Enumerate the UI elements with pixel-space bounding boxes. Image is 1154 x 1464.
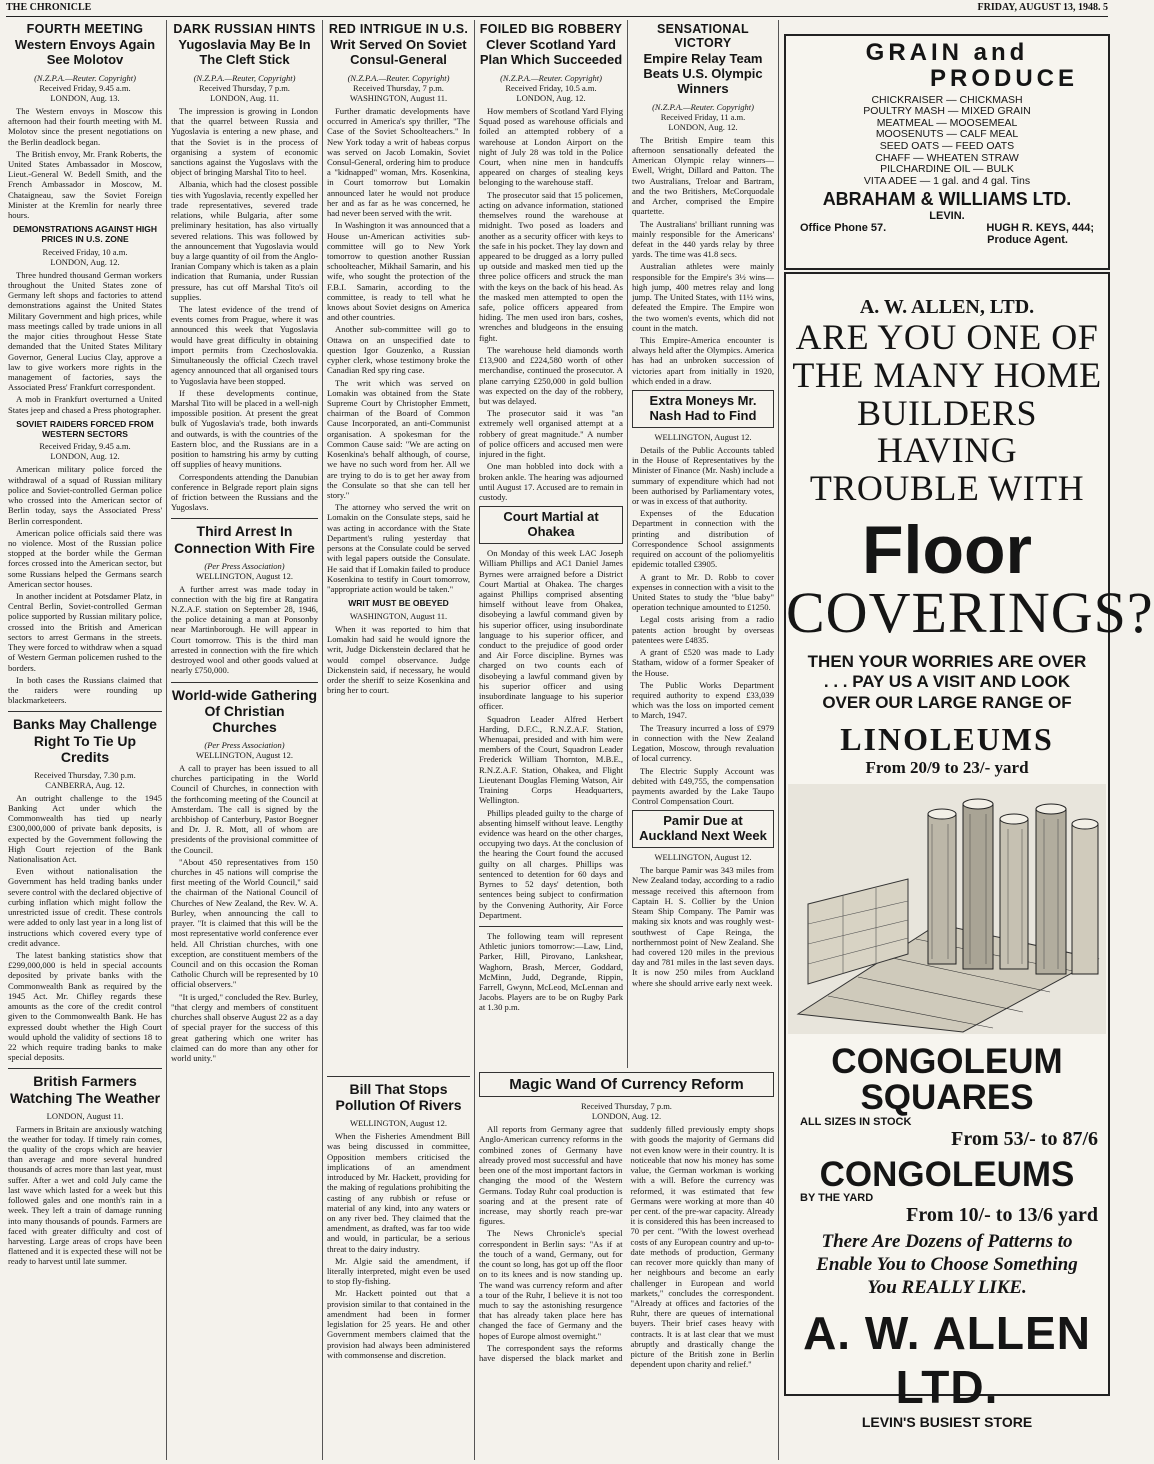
paragraph: "About 450 representatives from 150 churches in 45 nations will comprise the first meeting of the World Council," said the chairman of the National Council of Churches of New Zealand, the Rev. W. A. Burley, when announcing the call to prayer. "It is claimed that this will be the most representative world conference ever held. All Christian churches, with one exception, are constituent members of the Council and on this occasion the Roman Catholic Church will be represented by 10 official observers." xyxy=(171,856,318,990)
dateline: WELLINGTON, August 12. xyxy=(349,1118,448,1129)
kicker-red-intrigue: RED INTRIGUE IN U.S. xyxy=(328,22,469,36)
credit: (Per Press Association) xyxy=(204,560,285,571)
received: Received Friday, 9.45 a.m. xyxy=(39,82,131,93)
divider xyxy=(171,682,318,683)
headline-currency-reform: Magic Wand Of Currency Reform xyxy=(509,1076,744,1093)
linoleum-rolls-illustration xyxy=(788,784,1106,1034)
column-4 xyxy=(479,20,623,1070)
allen-company-name: A. W. ALLEN, LTD. xyxy=(859,296,1035,318)
credit: (N.Z.P.A.—Reuter. Copyright) xyxy=(34,72,136,83)
dateline: WELLINGTON, August 12. xyxy=(654,852,752,863)
article-body xyxy=(8,1124,162,1267)
paragraph: One man hobbled into dock with a broken ankle. The hearing was adjourned until August 17. Accused are to remain in custody. xyxy=(479,461,623,502)
column-rule xyxy=(474,20,475,1460)
paragraph: The prosecutor said it was "an extremely well organised attempt at a robbery of great magnitude." A number of police officers and accused men were injured in the fight. xyxy=(479,408,623,460)
headline-churches: World-wide Gathering Of Christian Churches xyxy=(171,686,318,735)
squares-word: SQUARES xyxy=(860,1077,1034,1117)
product-line: MEATMEAL — MOOSEMEAL xyxy=(876,116,1018,129)
headline-writ-served: Writ Served On Soviet Consul-General xyxy=(330,37,467,67)
paragraph: Details of the Public Accounts tabled in the House of Representatives by the Minister of Finance (Mr. Nash) include a summary of expenditure which had not been authorised by Parliamentary votes, or was in excess of that authority. xyxy=(632,444,774,507)
masthead-date: FRIDAY, AUGUST 13, 1948. 5 xyxy=(977,2,1108,13)
headline-western-envoys: Western Envoys Again See Molotov xyxy=(14,37,156,67)
dateline: WASHINGTON, August 11. xyxy=(349,610,448,621)
agent-title: Produce Agent. xyxy=(987,234,1068,247)
paragraph: The attorney who served the writ on Lomakin on the Consulate steps, said he was acting in accordance with the State Department's ruling yesterday that persons at the Consulate could be served with legal papers outside the Consulate. He said that if Lomakin failed to produce Kosenkina to testify in Court tomorrow, "appropriate action would be taken." xyxy=(327,502,470,594)
divider xyxy=(8,711,162,712)
article-body xyxy=(479,548,623,920)
congoleum-word: CONGOLEUM xyxy=(831,1042,1063,1082)
divider xyxy=(479,926,623,927)
paragraph: All reports from Germany agree that Anglo-American currency reforms in the combined zones of Germany have already proved most successful and have been one of the most important factors in changing the mood of the Western Germans. Today Ruhr coal production is soaring and at the present rate of increase, may shortly reach pre-war figures. xyxy=(479,1124,623,1227)
article-body xyxy=(8,793,162,1063)
grain-town: LEVIN. xyxy=(929,210,965,223)
headline-british-farmers: British Farmers Watching The Weather xyxy=(9,1073,161,1106)
paragraph: When the Fisheries Amendment Bill was being discussed in committee, Opposition members criticised the implications of an amendment introduced by Mr. Hackett, providing for the making of regulations prohibiting the casting of any rubbish or refuse or material of any kind, into any waters or on any river bed. They claimed that the amendment, as drafted, was far too wide and would, in particular, be a serious threat to the dairy industry. xyxy=(327,1131,470,1254)
paragraph: The latest banking statistics show that £299,000,000 is held in special accounts deposited by private banks with the Commonwealth Bank as required by the 1945 Act. Mr. Chifley regards these amounts as the core of the credit control given to the Commonwealth Bank. He has expressed doubt whether the High Court would uphold the validity of sections 18 to 22 which require trading banks to make special deposits. xyxy=(8,950,162,1063)
paragraph: In both cases the Russians claimed that the raiders were rounding up blackmarketeers. xyxy=(8,674,162,706)
paragraph: Phillips pleaded guilty to the charge of absenting himself without leave. Lengthy evidence was heard on the other charges, occupying two days. At the conclusion of the hearing the Court found the accused guilty on all charges. Phillips was sentenced to detention for 60 days and Byrnes to 52 days' detention, both sentences being subject to confirmation by the Convening Authority, Air Force Department. xyxy=(479,807,623,920)
paragraph: In Washington it was announced that a House un-American activities sub-committee will go to New York tomorrow to question another Russian schoolteacher, Mikhail Samarin, and his wife, who sought the protection of the F.B.I. Samarin, according to the committee, is ready to tell what he knows about Soviet designs on America and other countries. xyxy=(327,220,470,323)
paragraph: The correspondent says the reforms have dispersed the black market and suddenly filled previously empty shops with goods the majority of Germans did not even know were in their country. It is noticeable that now his money has some value, the German workman is working with a will. Before the currency was reformed, it was estimated that few Germans were working at more than 40 per cent. of the pre-war capacity. Already it is considered this has been increased to 70 per cent. "With the lowest overhead costs of any European country and up-to-date methods of production, Germany can recover more quickly than many of her neighbours and become an early challenger in European and world markets," concludes the correspondent. "Already at offices and factories of the Ruhr, there are queues of international buyers. Their brief cases heavy with contracts. It is at last clear that we must abruptly and drastically change the picture of the British zone in Berlin dependent upon charity and relief." xyxy=(479,1124,774,1370)
paragraph: Farmers in Britain are anxiously watching the weather for today. If timely rain comes, the quality of the crops which are heavier than average and more several hundred thousands of acres more than last year, must suffer. After a wet and cold July came the last wave which lasted for a week but this followed gales and one month's rain in a week. They left a train of damage running into many thousands of pounds. Farmers are faced with greater difficulty and cost of harvesting. Large areas of crops have been flattened and it is expected these will not be ready to harvest until late summer. xyxy=(8,1123,162,1267)
headline-banks: Banks May Challenge Right To Tie Up Credits xyxy=(13,716,157,765)
divider xyxy=(327,1076,470,1077)
paragraph: A grant of £520 was made to Lady Statham, widow of a former Speaker of the House. xyxy=(632,647,774,678)
product-line: CHICKRAISER — CHICKMASH xyxy=(871,93,1023,106)
column-rule xyxy=(166,20,167,1460)
paragraph: The British Empire team this afternoon sensationally defeated the American Olympic relay winners—Ewell, Wright, Dillard and Patton. The two Australians, Treloar and Bartram, and the two Britishers, McCorquodale and Archer, comprised the Empire quartette. xyxy=(632,134,774,217)
paragraph: The prosecutor said that 15 policemen, acting on advance information, stationed themselves round the warehouse at midnight. Two posed as loaders and another as a security officer with keys to the safe in his pocket. They lay down and appeared to be drugged as a lorry pulled up outside and masked men tied up the three police officers and struck the man with the keys on the back of his head. As the masked men attempted to open the safe, police officers appeared from hiding. The men used iron bars, coshes, wrenches and bludgeons in the ensuing fight. xyxy=(479,189,623,343)
kicker-fourth-meeting: FOURTH MEETING xyxy=(26,22,144,36)
dateline: WASHINGTON, August 11. xyxy=(349,92,448,103)
received: Received Friday, 9.45 a.m. xyxy=(39,441,131,452)
subhead-demonstrations: DEMONSTRATIONS AGAINST HIGH PRICES IN U.S. ZONE xyxy=(12,224,158,245)
paragraph: Another sub-committee will go to Ottawa on an unspecified date to question Igor Gouzenko, a Russian cypher clerk, whose testimony broke the Canadian Red spy ring case. xyxy=(327,324,470,376)
worries-line: OVER OUR LARGE RANGE OF xyxy=(822,692,1072,712)
busiest-store: LEVIN'S BUSIEST STORE xyxy=(861,1413,1033,1430)
grain-product-list xyxy=(786,95,1108,187)
grain-company: ABRAHAM & WILLIAMS LTD. xyxy=(822,189,1072,210)
paragraph: The writ which was served on Lomakin was obtained from the State Supreme Court by Christopher Emmett, chairman of the Board of Common Cause Incorporated, an anti-Communist organisation. A spokesman for the Common Cause said: "We are acting on Kosenkina's behalf although, of course, we have no such word from her. All we are trying to do is to get her away from the Consulate so that she can tell her story." xyxy=(327,377,470,500)
paragraph: Albania, which had the closest possible ties with Yugoslavia, recently expelled her trade representatives, severed trade relations, while Bulgaria, after some preliminary hesitation, has also virtually severed relations. This was followed by the announcement that Yugoslavia would buy a large quantity of oil from the Anglo-Iranian Company which is taken as a plain indication that Rumania, under Russian pressure, has cut off Marshal Tito's oil supplies. xyxy=(171,179,318,302)
masthead xyxy=(6,2,1108,17)
congoleums-word: CONGOLEUMS xyxy=(819,1154,1075,1194)
dateline: CANBERRA, Aug. 12. xyxy=(45,779,125,790)
received: Received Friday, 11 a.m. xyxy=(660,111,746,122)
paragraph: The Australians' brilliant running was mainly responsible for the Americans' defeat in the 440 yards relay by three yards. The time was 41.8 secs. xyxy=(632,218,774,260)
paragraph: A call to prayer has been issued to all churches participating in the World Council of Churches, in connection with the forthcoming meeting of the Council at Amsterdam. The call is signed by the archbishop of Canterbury, Pastor Boegner and Dr. J. R. Mott, all of whom are presidents of the provisional committee of the Council. xyxy=(171,762,318,855)
patterns-line: There Are Dozens of Patterns to xyxy=(821,1231,1073,1253)
paragraph: The Treasury incurred a loss of £979 in connection with the New Zealand Legation, Moscow, through revaluation of local currency. xyxy=(632,722,774,764)
paragraph: The impression is growing in London that the quarrel between Russia and Yugoslavia is entering a new phase, and that the Soviet is in the process of organising a system of economic sanctions against the Yugoslavs with the object of bringing Marshal Tito to heel. xyxy=(171,105,318,178)
subhead-soviet-raiders: SOVIET RAIDERS FORCED FROM WESTERN SECTORS xyxy=(16,418,154,439)
dateline: LONDON, August 11. xyxy=(46,1110,124,1121)
dateline: LONDON, Aug. 13. xyxy=(50,92,120,103)
headline-line: THE MANY HOME xyxy=(792,354,1102,395)
grain-contacts xyxy=(786,222,1108,234)
dateline: WELLINGTON, August 12. xyxy=(195,570,294,581)
paragraph: When it was reported to him that Lomakin had said he would ignore the writ, Judge Dickenstein declared that he would compel observance. Judge Dickenstein said, if necessary, he would order the sheriff to seize Kosenkina and bring her to court. xyxy=(327,623,470,696)
article-body xyxy=(171,763,318,1063)
credit: (N.Z.P.A.—Reuter. Copyright) xyxy=(652,101,754,112)
paragraph: If these developments continue, Marshal Tito will be placed in a well-nigh impossible position. At present the great bulk of Yugoslavia's trade, both inwards and outwards, is with the countries of the Eastern bloc, and the Russians are in a position to hamstring his army by cutting off supplies of heavy munitions. xyxy=(171,387,318,470)
dateline: LONDON, Aug. 12. xyxy=(516,92,586,103)
credit: (N.Z.P.A.—Reuter. Copyright) xyxy=(500,72,602,83)
floor-word: Floor xyxy=(862,511,1032,588)
headline-box xyxy=(632,390,774,428)
received: Received Friday, 10.5 a.m. xyxy=(505,82,597,93)
article-body xyxy=(171,106,318,513)
patterns-line: You REALLY LIKE. xyxy=(867,1276,1027,1298)
paragraph: Legal costs arising from a radio patents action brought by overseas patentees were £4835. xyxy=(632,614,774,645)
article-body xyxy=(632,445,774,806)
by-the-yard: BY THE YARD xyxy=(800,1192,874,1205)
column-3 xyxy=(327,20,470,1070)
paragraph: The warehouse held diamonds worth £13,900 and £224,580 worth of other merchandise, continued the prosecutor. A plane carrying £250,000 in gold bullion was expected on the day of the robbery, but was delayed. xyxy=(479,344,623,406)
column-3-lower xyxy=(327,1070,470,1460)
column-rule xyxy=(322,20,323,1460)
paragraph: Even without nationalisation the Government has held trading banks under severe control with the declared objective of curbing inflation which might follow the unrestricted issue of credit. These controls were added to only last year in a long list of instructions which covered every type of credit advance. xyxy=(8,866,162,948)
paragraph: Correspondents attending the Danubian conference in Belgrade report plain signs of friction between the Russians and the Yugoslavs. xyxy=(171,471,318,513)
paragraph: A further arrest was made today in connection with the big fire at Rangatira N.Z.A.F. station on September 28, 1946, the police detaining a man at Ponsonby near Martinborough. He will appear in Court tomorrow. This is the third man arrested in connection with the fire which destroyed wool and other goods valued at nearly £750,000. xyxy=(171,583,318,676)
grain-produce-ad xyxy=(784,34,1110,270)
paragraph: Squadron Leader Alfred Herbert Harding, D.F.C., R.N.Z.A.F. Station, Whenuapai, presided and with him were members of the Court, Squadron Leader Frederick William Thornton, M.B.E., R.N.Z.A.F. Station, Ohakea, and Flight Lieutenant Douglas Fleming Watson, Air Training Corps Headquarters, Wellington. xyxy=(479,713,623,806)
produce-agent: HUGH R. KEYS, 444; xyxy=(986,222,1094,235)
worries-line: THEN YOUR WORRIES ARE OVER xyxy=(807,651,1087,671)
yard-price: From 10/- to 13/6 yard xyxy=(906,1204,1098,1227)
paragraph: In another incident at Potsdamer Platz, in Central Berlin, Soviet-controlled German police supported by Russian military police, crossed into the British and American sectors to arrest Germans in the streets. They were forced to withdraw when a squad of Western German policemen rushed to the borders. xyxy=(8,591,162,673)
received: Received Thursday, 7 p.m. xyxy=(353,82,444,93)
paragraph: Australian athletes were mainly responsible for the Empire's 3½ wins—high jump, 400 metres relay and long jump. The United States, with 11½ wins, defeated the Empire. The Empire won the two women's events, which did not count in the match. xyxy=(632,261,774,333)
dateline: WELLINGTON, August 12. xyxy=(654,431,752,442)
product-line: MOOSENUTS — CALF MEAL xyxy=(875,128,1019,141)
paragraph: This Empire-America encounter is always held after the Olympics. America has had an unbroken succession of victories apart from initially in 1920, which ended in a draw. xyxy=(632,334,774,386)
article-body xyxy=(8,106,162,220)
paragraph: The Western envoys in Moscow this afternoon had their fourth meeting with M. Molotov since the present negotiations on the Berlin deadlock began. xyxy=(8,105,162,147)
worries-line: . . . PAY US A VISIT AND LOOK xyxy=(823,672,1071,692)
paragraph: Mr. Algie said the amendment, if literally interpreted, might even be used to stop fly-fishing. xyxy=(327,1255,470,1287)
paragraph: "It is urged," concluded the Rev. Burley, "that clergy and members of constituent churches shall observe August 22 as a day of special prayer for the success of this great gathering which one writer has claimed can do more than any other for world unity." xyxy=(171,991,318,1063)
paragraph: Expenses of the Education Department in connection with the printing and distribution of Correspondence School assignments required on account of the poliomyelitis epidemic totalled £3905. xyxy=(632,508,774,570)
paragraph: A grant to Mr. D. Robb to cover expenses in connection with a visit to the United States to study the "blue baby" operation technique amounted to £1250. xyxy=(632,571,774,613)
paragraph: How members of Scotland Yard Flying Squad posed as warehouse officials and foiled an attempted robbery of a warehouse at London Airport on the night of July 28 was told in the Police Court, when nine men in handcuffs appeared on charges of stealing keys belonging to the warehouse staff. xyxy=(479,105,623,188)
paragraph: American military police forced the withdrawal of a squad of Russian military police and Soviet-controlled German police who crossed into the American sector of Berlin today, says the Associated Press' Berlin correspondent. xyxy=(8,464,162,526)
headline-box xyxy=(479,1072,774,1097)
paragraph: The Electric Supply Account was debited with £49,755, the compensation payments awarded by the Lake Taupo Control Compensation Court. xyxy=(632,765,774,807)
squares-price: From 53/- to 87/6 xyxy=(951,1127,1098,1150)
paragraph: Mr. Hackett pointed out that a provision similar to that contained in the amendment had been in former legislation for 25 years. He and other Government members claimed that the provision had always been administered with commonsense and discretion. xyxy=(327,1288,470,1360)
office-phone: Office Phone 57. xyxy=(800,222,887,235)
received: Received Friday, 10 a.m. xyxy=(42,246,128,257)
aw-allen-ad xyxy=(784,272,1154,1430)
received: Received Thursday, 7 p.m. xyxy=(581,1101,672,1112)
kicker-dark-russian-hints: DARK RUSSIAN HINTS xyxy=(173,22,316,36)
column-2 xyxy=(171,20,318,1460)
paragraph: The Public Works Department required authority to expend £33,039 which was the loss on imported cement to March, 1947. xyxy=(632,679,774,721)
headline-box xyxy=(632,810,774,848)
headline-court-martial: Court Martial at Ohakea xyxy=(503,509,599,540)
product-line: POULTRY MASH — MIXED GRAIN xyxy=(863,105,1031,118)
headline-yugoslavia: Yugoslavia May Be In The Cleft Stick xyxy=(178,37,311,67)
column-1 xyxy=(8,20,162,1460)
paragraph: The British envoy, Mr. Frank Roberts, the United States Ambassador in Moscow, Lieut.-General W. Bedell Smith, and the French Ambassador in Moscow, M. Chataigneau, saw the Soviet Foreign Minister at the Kremlin for nearly three hours. xyxy=(8,148,162,221)
received: Received Thursday, 7 p.m. xyxy=(199,82,290,93)
headline-third-arrest: Third Arrest In Connection With Fire xyxy=(174,523,315,556)
patterns-line: Enable You to Choose Something xyxy=(816,1254,1078,1276)
headline-pamir: Pamir Due at Auckland Next Week xyxy=(639,813,767,844)
masthead-paper: THE CHRONICLE xyxy=(6,2,92,13)
currency-article xyxy=(479,1068,774,1460)
divider xyxy=(171,518,318,519)
kicker-sensational-victory: SENSATIONAL VICTORY xyxy=(657,22,749,50)
paragraph: Further dramatic developments have occurred in America's spy thriller, "The Case of the Soviet Schoolteachers." In New York today a writ of habeas corpus was served on Jacob Lomakin, Soviet Consul-General, ordering him to produce a "kidnapped" woman, Mrs. Kosenkina, in Court tomorrow but Lomakin announced later he would not produce her and as far as he was concerned, he had never been served with the writ. xyxy=(327,105,470,219)
article-body xyxy=(479,106,623,502)
grain-title: GRAIN and xyxy=(865,39,1029,66)
paragraph: The News Chronicle's special correspondent in Berlin says: "As if at the touch of a wand, Germany, out for the count so long, has got up off the floor on to its knees and is now standing up. The wand was currency reform and after a tour of the Ruhr, I believe it is not too much to say the astonishing resurgence that has already taken place here has changed the face of Germany and the hopes of Europe almost overnight." xyxy=(479,1228,623,1341)
dateline: LONDON, Aug. 12. xyxy=(591,1111,662,1122)
product-line: SEED OATS — FEED OATS xyxy=(879,139,1015,152)
article-body xyxy=(479,1124,774,1369)
dateline: LONDON, Aug. 12. xyxy=(50,256,120,267)
headline-pollution: Bill That Stops Pollution Of Rivers xyxy=(335,1081,462,1114)
credit: (N.Z.P.A.—Reuter. Copyright) xyxy=(347,72,450,83)
paragraph: A mob in Frankfurt overturned a United States jeep and chased a Press photographer. xyxy=(8,394,162,415)
linoleum-price: From 20/9 to 23/- yard xyxy=(865,758,1029,778)
product-line: VITA ADEE — 1 gal. and 4 gal. Tins xyxy=(863,174,1031,187)
paragraph: Three hundred thousand German workers throughout the United States zone of Germany left shops and factories to attend demonstrations against the United States Military Government and high prices, while mass meetings called by trade unions in all the major cities throughout Hesse State demanded that the United States Military Governor, General Lucius Clay, approve a law to give workers more rights in the management of factories, says the Associated Press' Frankfurt correspondent. xyxy=(8,269,162,393)
credit: (N.Z.P.A.—Reuter, Copyright) xyxy=(193,72,296,83)
headline-scotland-yard: Clever Scotland Yard Plan Which Succeeded xyxy=(479,37,623,67)
article-body xyxy=(327,106,470,594)
coverings-word: COVERINGS? xyxy=(786,579,1154,645)
received: Received Thursday, 7.30 p.m. xyxy=(34,769,136,780)
article-body xyxy=(632,135,774,386)
dateline: WELLINGTON, August 12. xyxy=(195,749,294,760)
article-body xyxy=(632,865,774,988)
divider xyxy=(8,1068,162,1069)
product-line: CHAFF — WHEATEN STRAW xyxy=(875,151,1019,164)
article-body xyxy=(171,584,318,676)
headline-line: TROUBLE WITH xyxy=(809,468,1085,509)
paragraph: American police officials said there was no violence. Most of the Russian police stopped at the border while the German forces crossed into the American sector, but some Russians helped the Germans search American sector houses. xyxy=(8,527,162,589)
paragraph: The barque Pamir was 343 miles from New Zealand today, according to a radio message received this afternoon from Captain H. S. Collier by the Union Steam Ship Company. The Pamir was making six knots and was roughly west-southwest of Cape Reinga, the northernmost point of New Zealand. She had covered 120 miles in the previous day and 781 miles in the last seven days. It is now 250 miles from Auckland where she should arrive early next week. xyxy=(632,865,774,988)
headline-extra-moneys: Extra Moneys Mr. Nash Had to Find xyxy=(649,393,757,423)
article-body xyxy=(327,624,470,696)
produce-title: PRODUCE xyxy=(929,65,1078,93)
subhead-writ-obeyed: WRIT MUST BE OBEYED xyxy=(348,598,449,609)
paragraph: An outright challenge to the 1945 Banking Act under which the Commonwealth has tied up nearly £300,000,000 of private bank deposits, is expected by the Government following the High Court rejection of the Bank Nationalisation Act. xyxy=(8,792,162,865)
dateline: LONDON, Aug. 12. xyxy=(50,451,120,462)
credit: (Per Press Association) xyxy=(204,739,285,750)
dateline: LONDON, Aug. 12. xyxy=(668,121,738,132)
allen-big-name: A. W. ALLEN LTD. xyxy=(803,1306,1091,1413)
all-sizes: ALL SIZES IN STOCK xyxy=(800,1115,912,1128)
paragraph: The following team will represent Athletic juniors tomorrow:—Law, Lind, Parker, Hill, Pirovano, Lankshear, Waghorn, Brash, Mercer, Goddard, McMinn, Judd, Degrande, Rippin, Farrell, Gwynn, McLeod, McLennan and Jacobs. Players are to be on Rugby Park at 1.30 p.m. xyxy=(479,930,623,1013)
article-body xyxy=(479,931,623,1013)
article-body xyxy=(8,464,162,705)
headline-line: ARE YOU ONE OF xyxy=(795,317,1099,357)
article-body xyxy=(8,270,162,415)
product-line: PILCHARDINE OIL — BULK xyxy=(880,163,1014,176)
kicker-foiled-robbery: FOILED BIG ROBBERY xyxy=(479,22,623,36)
linoleums-word: LINOLEUMS xyxy=(840,721,1054,758)
headline-empire-relay: Empire Relay Team Beats U.S. Olympic Winners xyxy=(643,51,763,96)
article-body xyxy=(327,1131,470,1360)
paragraph: On Monday of this week LAC Joseph William Phillips and AC1 Daniel James Byrnes were arraigned before a District Court Martial at Ohakea. The charges against Phillips comprised absenting himself without leave from Ohakea, disobeying a lawful command given by his superior officer, using insubordinate language to his superior officer, and conduct to the prejudice of good order and Air Force discipline. Byrnes was charged on two counts each of disobeying a lawful command given by his superior officer and using insubordinate language to his superior officer. xyxy=(479,548,623,712)
headline-line: BUILDERS HAVING xyxy=(856,392,1037,471)
column-rule xyxy=(778,20,779,1460)
dateline: LONDON, Aug. 11. xyxy=(210,92,279,103)
paragraph: The latest evidence of the trend of events comes from Prague, where it was announced this week that Yugoslavia would have great difficulty in obtaining import permits from Czechoslovakia. Simultaneously the official Czech travel agency announced that all organised tours to Yugoslavia have been stopped. xyxy=(171,304,318,386)
headline-box xyxy=(479,506,623,544)
